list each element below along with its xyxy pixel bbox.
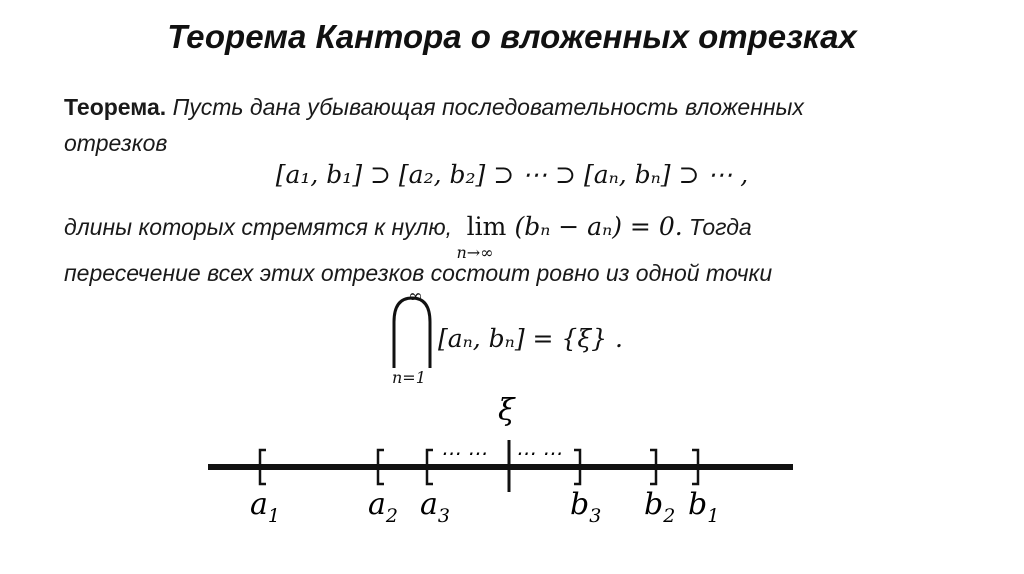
label-a2: $a_2$ [368,487,398,527]
label-a3: $a_3$ [420,487,450,527]
cap-lower-limit: n=1 [392,368,426,387]
theorem-text-1: Пусть дана убывающая последовательность вложенных [172,94,804,120]
theorem-text-3b: Тогда [682,214,752,240]
endpoint-labels [250,487,719,527]
label-b1: $b_1$ [688,487,720,527]
limit-operator [456,212,514,262]
theorem-label: Теорема. [64,94,167,120]
cap-upper-limit: ∞ [408,286,423,307]
nested-segments-chain: [a₁, b₁] ⊃ [a₂, b₂] ⊃ ⋯ ⊃ [aₙ, bₙ] ⊃ ⋯ , [275,160,749,189]
dots-left: ⋯ ⋯ [440,441,487,465]
label-a1: $a_1$ [250,487,280,527]
theorem-text-3: длины которых стремятся к нулю, [64,214,459,240]
intersection-result: [aₙ, bₙ] = {ξ} . [438,324,623,353]
dots-right: ⋯ ⋯ [515,441,562,465]
theorem-line-1 [64,92,804,122]
label-b2: $b_2$ [644,487,676,527]
page-title: Теорема Кантора о вложенных отрезках [167,18,857,55]
nested-segments-diagram [0,380,1024,574]
lim-word: lim [466,212,507,241]
limit-expression [456,212,683,262]
xi-label: ξ [498,393,515,428]
theorem-line-3 [64,212,752,262]
lim-subscript: n→∞ [456,243,494,262]
theorem-text-4: пересечение всех этих отрезков состоит ровно из одной точки [64,260,773,286]
theorem-text-2: отрезков [64,130,168,156]
lim-expression: (bₙ − aₙ) = 0. [514,212,683,241]
label-b3: $b_3$ [570,487,602,527]
